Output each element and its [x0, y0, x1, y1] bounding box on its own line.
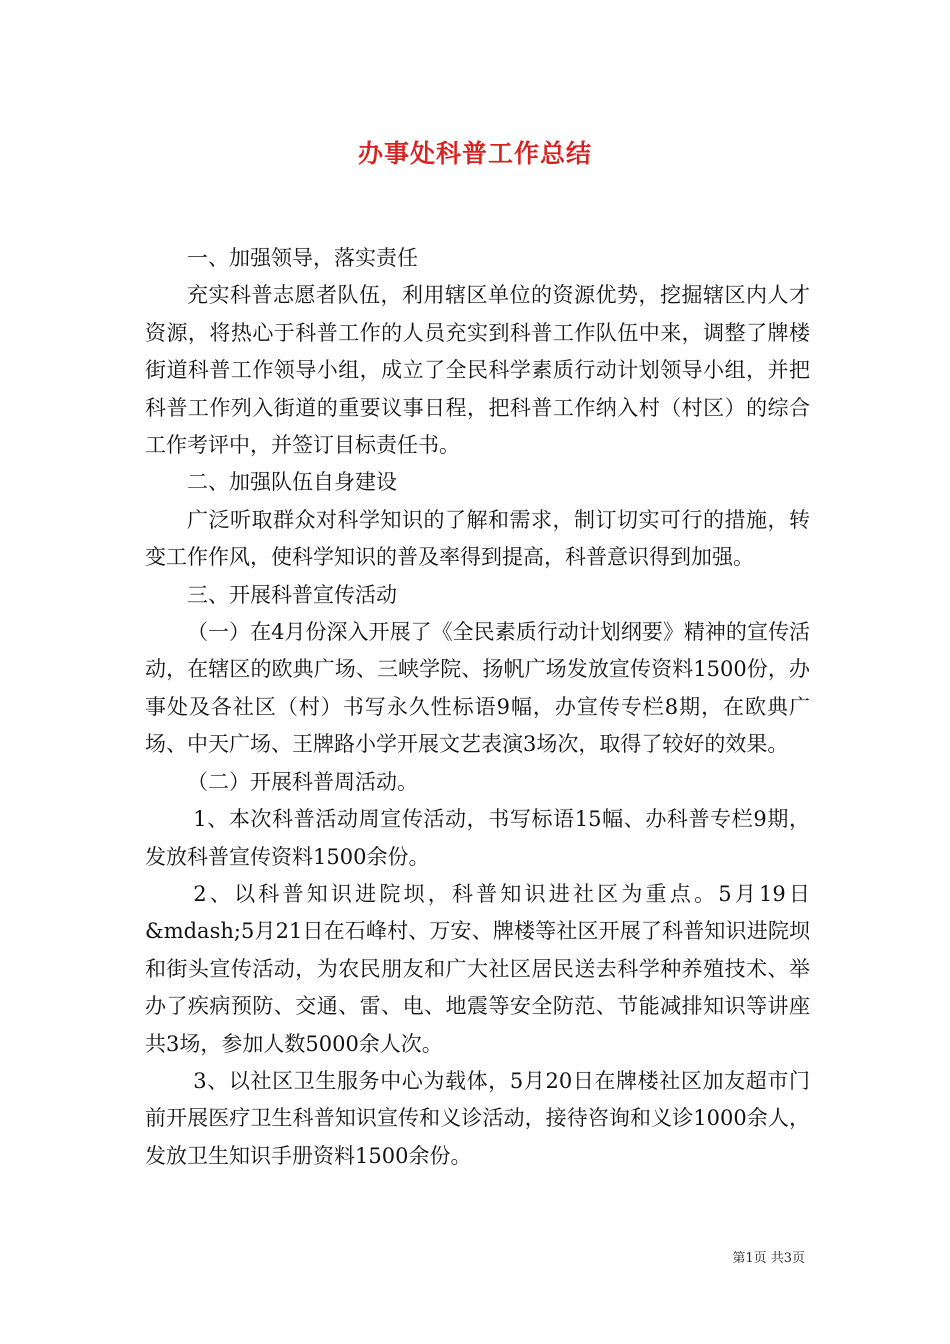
- document-body: [145, 240, 810, 1175]
- body-paragraph: （一）在4月份深入开展了《全民素质行动计划纲要》精神的宣传活动，在辖区的欧典广场、三峡学院、扬帆广场发放宣传资料1500份，办事处及各社区（村）书写永久性标语9幅，办宣传专栏8期，在欧典广场、中天广场、王牌路小学开展文艺表演3场次，取得了较好的效果。: [145, 620, 810, 757]
- body-paragraph: 1、本次科普活动周宣传活动，书写标语15幅、办科普专栏9期，发放科普宣传资料1500余份。: [145, 807, 810, 869]
- page-title: 办事处科普工作总结: [357, 139, 592, 168]
- section-heading-2: 二、加强队伍自身建设: [187, 470, 397, 495]
- section-heading-1: 一、加强领导，落实责任: [187, 246, 418, 270]
- body-paragraph: 充实科普志愿者队伍，利用辖区单位的资源优势，挖掘辖区内人才资源，将热心于科普工作的人员充实到科普工作队伍中来，调整了牌楼街道科普工作领导小组，成立了全民科学素质行动计划领导小组，并把科普工作列入街道的重要议事日程，把科普工作纳入村（村区）的综合工作考评中，并签订目标责任书。: [145, 283, 810, 458]
- subsection-heading: （二）开展科普周活动。: [187, 769, 418, 794]
- section-heading-3: 三、开展科普宣传活动: [187, 582, 397, 607]
- page-number-footer: 第1页 共3页: [732, 1251, 805, 1266]
- body-paragraph: 3、以社区卫生服务中心为载体，5月20日在牌楼社区加友超市门前开展医疗卫生科普知识宣传和义诊活动，接待咨询和义诊1000余人，发放卫生知识手册资料1500余份。: [145, 1068, 810, 1168]
- body-paragraph: 广泛听取群众对科学知识的了解和需求，制订切实可行的措施，转变工作作风，使科学知识的普及率得到提高，科普意识得到加强。: [145, 507, 810, 570]
- body-paragraph: 2、以科普知识进院坝，科普知识进社区为重点。5月19日&mdash;5月21日在石峰村、万安、牌楼等社区开展了科普知识进院坝和街头宣传活动，为农民朋友和广大社区居民送去科学种养殖技术、举办了疾病预防、交通、雷、电、地震等安全防范、节能减排知识等讲座共3场，参加人数5000余人次。: [145, 881, 810, 1056]
